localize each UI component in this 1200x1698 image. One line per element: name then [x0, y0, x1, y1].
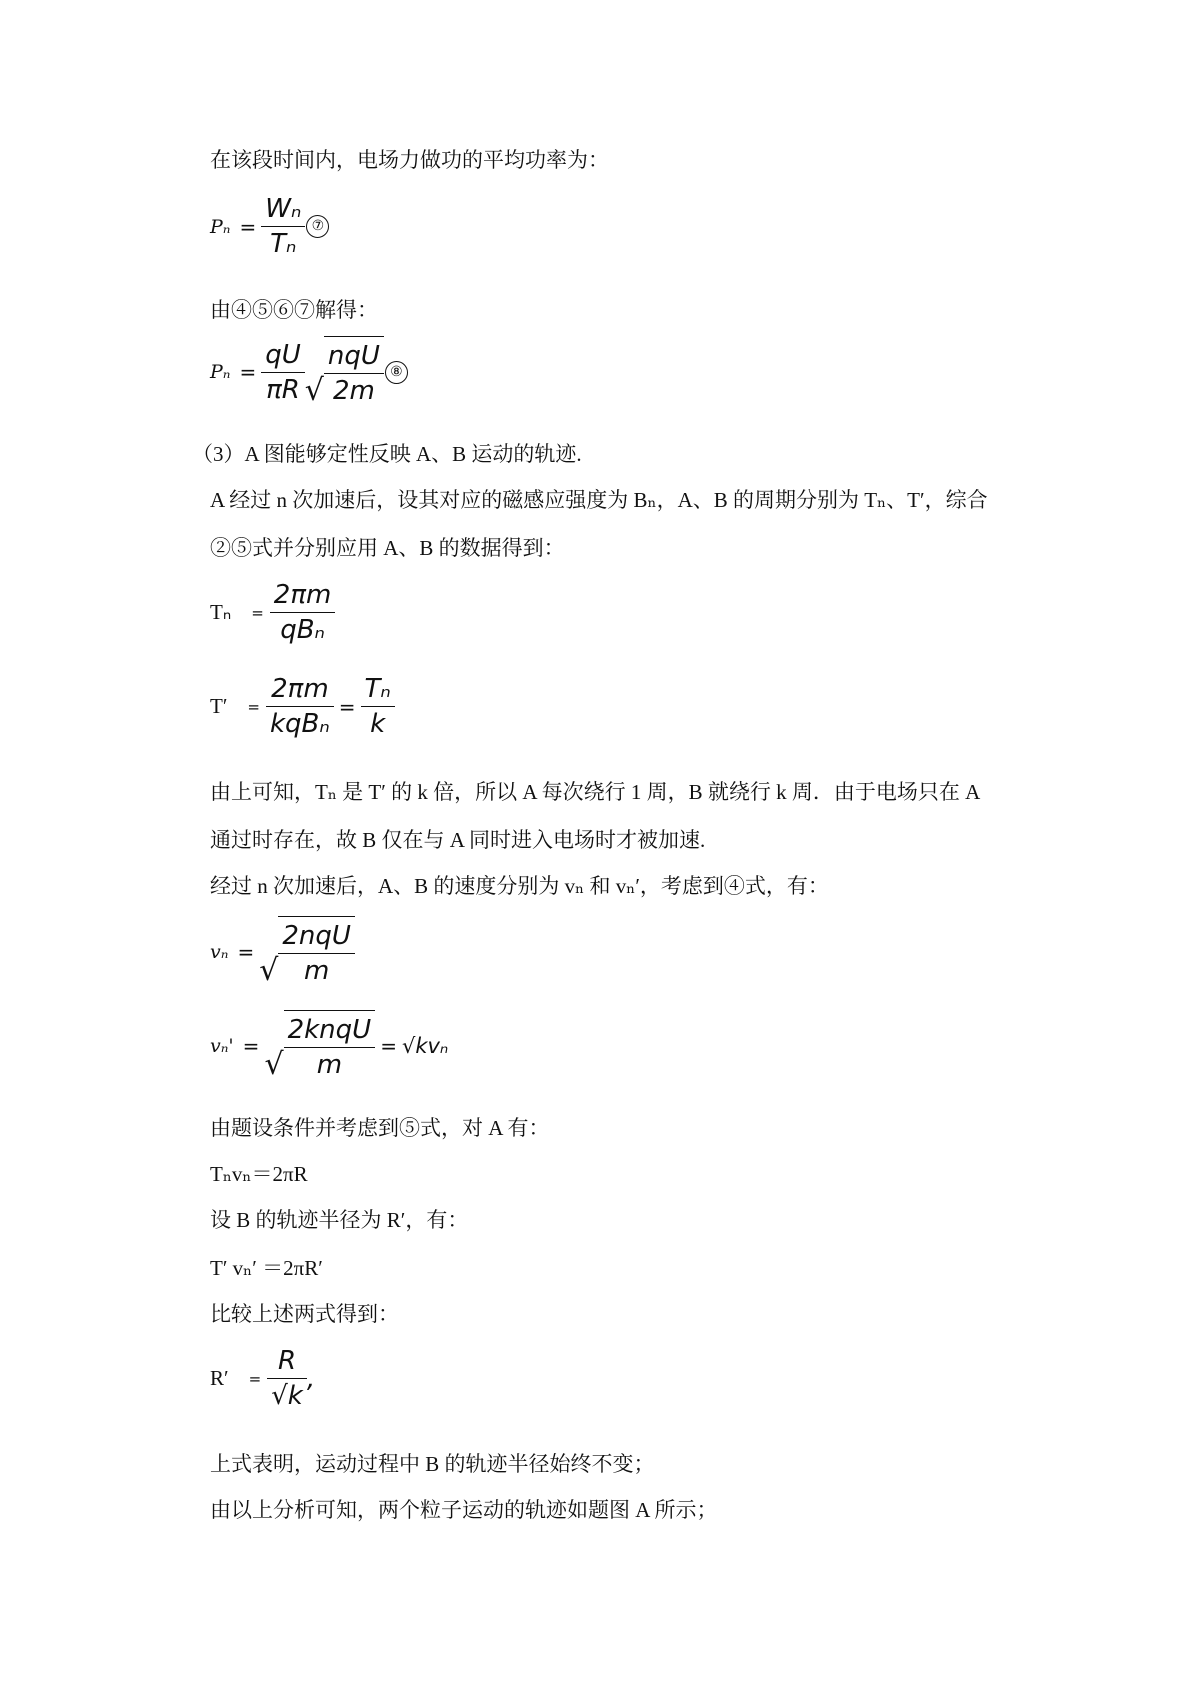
formula-lhs: vₙ: [210, 941, 229, 963]
numerator: 2nqU: [282, 921, 351, 951]
comma: ,: [306, 1363, 316, 1394]
fraction: [261, 338, 305, 407]
formula-vn: [210, 916, 355, 988]
formula-lhs: Tₙ: [210, 600, 232, 624]
equation-tag: ⑧: [385, 361, 408, 384]
text-line-11: 设 B 的轨迹半径为 R′，有：: [210, 1208, 469, 1232]
equals-sign: =: [380, 1034, 397, 1058]
denominator: m: [316, 1050, 343, 1080]
equals-sign: =: [239, 360, 257, 384]
numerator: R: [277, 1346, 297, 1376]
equals-sign: =: [239, 214, 257, 239]
equals-sign: =: [247, 697, 260, 716]
denominator: Tₙ: [270, 229, 297, 259]
text-line-1: 在该段时间内，电场力做功的平均功率为：: [210, 148, 609, 172]
text-line-8: 经过 n 次加速后，A、B 的速度分别为 vₙ 和 vₙ′，考虑到④式，有：: [210, 874, 829, 898]
text-line-5: ②⑤式并分别应用 A、B 的数据得到：: [210, 536, 565, 560]
formula-rhs: √kvₙ: [401, 1034, 449, 1058]
formula-7: [210, 192, 330, 261]
equation-tag: ⑦: [306, 215, 329, 238]
numerator: Wₙ: [265, 194, 302, 224]
numerator: 2πm: [273, 580, 332, 610]
formula-lhs: vₙ': [210, 1035, 234, 1057]
formula-8: [210, 336, 409, 408]
formula-lhs: Pₙ: [210, 215, 231, 238]
denominator: qBₙ: [280, 615, 325, 645]
formula-lhs: R′: [210, 1366, 229, 1390]
denominator: m: [303, 956, 330, 986]
text-line-13: 比较上述两式得到：: [210, 1302, 399, 1326]
fraction: [266, 672, 334, 741]
text-line-3: （3）A 图能够定性反映 A、B 运动的轨迹.: [192, 442, 582, 466]
fraction: [278, 919, 355, 988]
numerator: nqU: [327, 341, 380, 371]
equals-sign: =: [338, 694, 356, 719]
square-root: [305, 336, 384, 408]
numerator: qU: [265, 339, 301, 370]
text-line-12: T′ vₙ′ ＝2πR′: [210, 1256, 323, 1280]
formula-lhs: Pₙ: [210, 361, 231, 383]
fraction: [361, 672, 395, 741]
text-line-9: 由题设条件并考虑到⑤式，对 A 有：: [210, 1116, 550, 1140]
formula-T-prime: [210, 672, 395, 741]
radicand: [324, 336, 384, 408]
denominator: kqBₙ: [270, 709, 330, 739]
fraction: [267, 1344, 307, 1413]
formula-Tn: [210, 578, 335, 647]
radical-sign: √: [264, 1047, 284, 1082]
formula-R-prime: [210, 1344, 315, 1413]
formula-vn-prime: [210, 1010, 448, 1082]
square-root: [259, 916, 355, 988]
fraction: [270, 578, 336, 647]
text-line-7: 通过时存在，故 B 仅在与 A 同时进入电场时才被加速.: [210, 828, 706, 852]
text-line-14: 上式表明，运动过程中 B 的轨迹半径始终不变；: [210, 1452, 655, 1476]
fraction: [324, 339, 384, 408]
text-line-6: 由上可知，Tₙ 是 T′ 的 k 倍，所以 A 每次绕行 1 周，B 就绕行 k 周．由于电场只在 A: [210, 780, 981, 804]
denominator: πR: [266, 374, 300, 405]
fraction: [284, 1013, 376, 1082]
square-root: [264, 1010, 375, 1082]
text-line-2: 由④⑤⑥⑦解得：: [210, 298, 378, 322]
text-line-4: A 经过 n 次加速后，设其对应的磁感应强度为 Bₙ，A、B 的周期分别为 Tₙ、T′，综合: [210, 488, 988, 512]
numerator: 2πm: [271, 674, 329, 704]
fraction: [261, 192, 305, 261]
radical-sign: √: [259, 953, 279, 988]
equals-sign: =: [237, 940, 255, 964]
equals-sign: =: [242, 1034, 260, 1058]
denominator: 2m: [332, 376, 375, 406]
radicand: [278, 916, 355, 988]
denominator: k: [370, 709, 386, 739]
text-line-15: 由以上分析可知，两个粒子运动的轨迹如题图 A 所示；: [210, 1498, 718, 1522]
numerator: Tₙ: [364, 674, 391, 704]
radicand: [284, 1010, 376, 1082]
numerator: 2knqU: [287, 1015, 372, 1045]
denominator: √k: [271, 1381, 303, 1411]
equals-sign: =: [251, 603, 264, 622]
equals-sign: =: [248, 1369, 262, 1388]
radical-sign: √: [304, 373, 324, 408]
text-line-10: Tₙvₙ＝2πR: [210, 1162, 308, 1186]
formula-lhs: T′: [210, 694, 228, 718]
